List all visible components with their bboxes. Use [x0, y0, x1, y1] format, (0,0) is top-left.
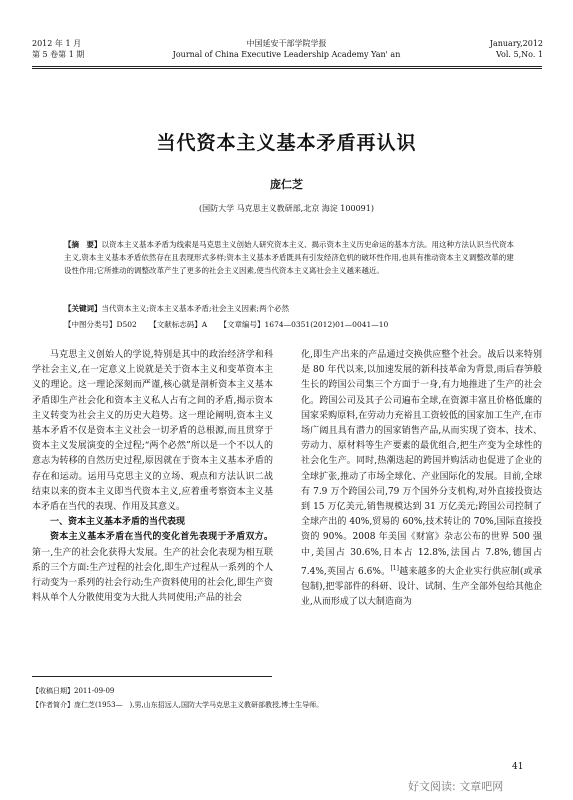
paragraph-section-1 — [32, 530, 273, 606]
header-rule — [32, 66, 542, 67]
keywords-text: 当代资本主义;资本主义基本矛盾;社会主义因素;两个必然 — [101, 304, 290, 313]
paragraph-continued — [301, 348, 542, 610]
header-center — [160, 38, 413, 60]
keywords — [64, 302, 519, 315]
paragraph-continued-text: 化,即生产出来的产品通过交换供应整个社会。战后以来特别是 80 年代以来,以加速发展的新科技革命为背景,雨后春笋般生长的跨国公司集三个方面于一身,有力地推进了生产的社会化。跨国公司及其子公司遍布全球,在资源丰富且价格低廉的国家采购原料,在劳动力充裕且工资较低的国家加工生产,在市场广阔且具有潜力的国家销售产品,从而实现了资本、技术、劳动力、原材料等生产要素的最优组合,把生产变为全球性的社会化生产。同时,热潮迭起的跨国并购活动也促进了企业的全球扩张,推动了市场全球化、产业国际化的发展。目前,全球有 7.9 万个跨国公司,79 万个国外分支机构,对外直接投资达到 15 万亿美元,销售规模达到 31 万亿美元;跨国公司控制了全球产出的 40%,贸易的 60%,技术转让的 70%,国际直接投资的 90%。2008 年美国《财富》杂志公布的世界 500 强中,美国占 30.6%,日本占 12.8%,法国占 7.8%,德国占 7.4%,英国占 6.6%。 — [301, 350, 542, 577]
header-date: 2012 年 1 月 — [32, 39, 82, 48]
right-column — [301, 348, 542, 610]
article-title: 当代资本主义基本矛盾再认识 — [156, 132, 417, 154]
author-affiliation: (国防大学 马克思主义教研部,北京 海淀 100091) — [199, 204, 374, 213]
page-number: 41 — [512, 762, 524, 772]
paragraph-lead-bold: 资本主义基本矛盾在当代的变化首先表现于矛盾双方。 — [50, 532, 273, 543]
abstract-label: 【摘 要】 — [64, 240, 102, 249]
section-heading: 一、资本主义基本矛盾的当代表现 — [50, 517, 186, 528]
paragraph-section-1-text: 第一,生产的社会化获得大发展。生产的社会化表现为相互联系的三个方面:生产过程的社会化,即生产过程从一系列的个人行动变为一系列的社会行动;生产资料使用的社会化,即生产资料从单个人分散使用变为大批人共同使用;产品的社会 — [32, 547, 273, 604]
header-volume-en: Vol. 5,No. 1 — [496, 50, 543, 59]
left-column — [32, 348, 273, 606]
header-left — [32, 38, 84, 60]
header-date-en: January,2012 — [489, 39, 543, 48]
footnote-ref[interactable]: [1] — [390, 564, 399, 572]
watermark: 好文阅读: 文章吧网 — [408, 780, 504, 793]
journal-name-en: Journal of China Executive Leadership Academy Yan' an — [172, 50, 401, 59]
header-volume: 第 5 卷第 1 期 — [32, 50, 85, 59]
abstract — [64, 238, 519, 277]
header-rule-2 — [32, 68, 542, 69]
clc-number: 【中图分类号】D502 — [64, 320, 137, 329]
author-intro: 【作者简介】庞仁芝(1953— ),男,山东招远人,国防大学马克思主义教研部教授,博士生导师。 — [32, 701, 324, 709]
paragraph-intro: 马克思主义创始人的学说,特别是其中的政治经济学和科学社会主义,在一定意义上说就是关于资本主义和变革资本主义的理论。这一理论深刻而严谨,核心就是剖析资本主义基本矛盾即生产社会化和资本主义私人占有之间的矛盾,揭示资本主义转变为社会主义的历史大趋势。这一理论阐明,资本主义基本矛盾不仅是资本主义社会一切矛盾的总根源,而且贯穿于资本主义发展演变的全过程;“两个必然”所以是一个不以人的意志为转移的自然历史过程,原因就在于资本主义基本矛盾的存在和运动。运用马克思主义的立场、观点和方法认识二战结束以来的资本主义即当代资本主义,应着重考察资本主义基本矛盾在当代的表现、作用及其意义。 — [32, 350, 273, 513]
footnote-rule — [32, 676, 272, 677]
paragraph-continued-tail: 越来越多的大企业实行供应制(或承包制),把零部件的科研、设计、试制、生产全部外包给其他企业,从而形成了以大制造商为 — [301, 566, 543, 608]
journal-header — [0, 38, 573, 68]
keywords-label: 【关键词】 — [64, 304, 102, 313]
received-date: 【收稿日期】2011-09-09 — [32, 687, 115, 695]
document-code: 【文献标志码】A — [149, 320, 208, 329]
journal-name-cn: 中国延安干部学院学报 — [246, 39, 327, 48]
header-right — [490, 38, 543, 60]
article-number: 【文章编号】1674—0351(2012)01—0041—10 — [219, 320, 389, 329]
author-name: 庞仁芝 — [270, 178, 303, 191]
classification — [64, 318, 519, 331]
abstract-text: 以资本主义基本矛盾为线索是马克思主义创始人研究资本主义、揭示资本主义历史命运的基本方法。用这种方法认识当代资本主义,资本主义基本矛盾依然存在且表现形式多样;资本主义基本矛盾既具有引发经济危机的破坏性作用,也具有推动资本主义调整改革的建设性作用;它所推动的调整改革产生了更多的社会主义因素,使当代资本主义离社会主义越来越近。 — [64, 240, 514, 275]
